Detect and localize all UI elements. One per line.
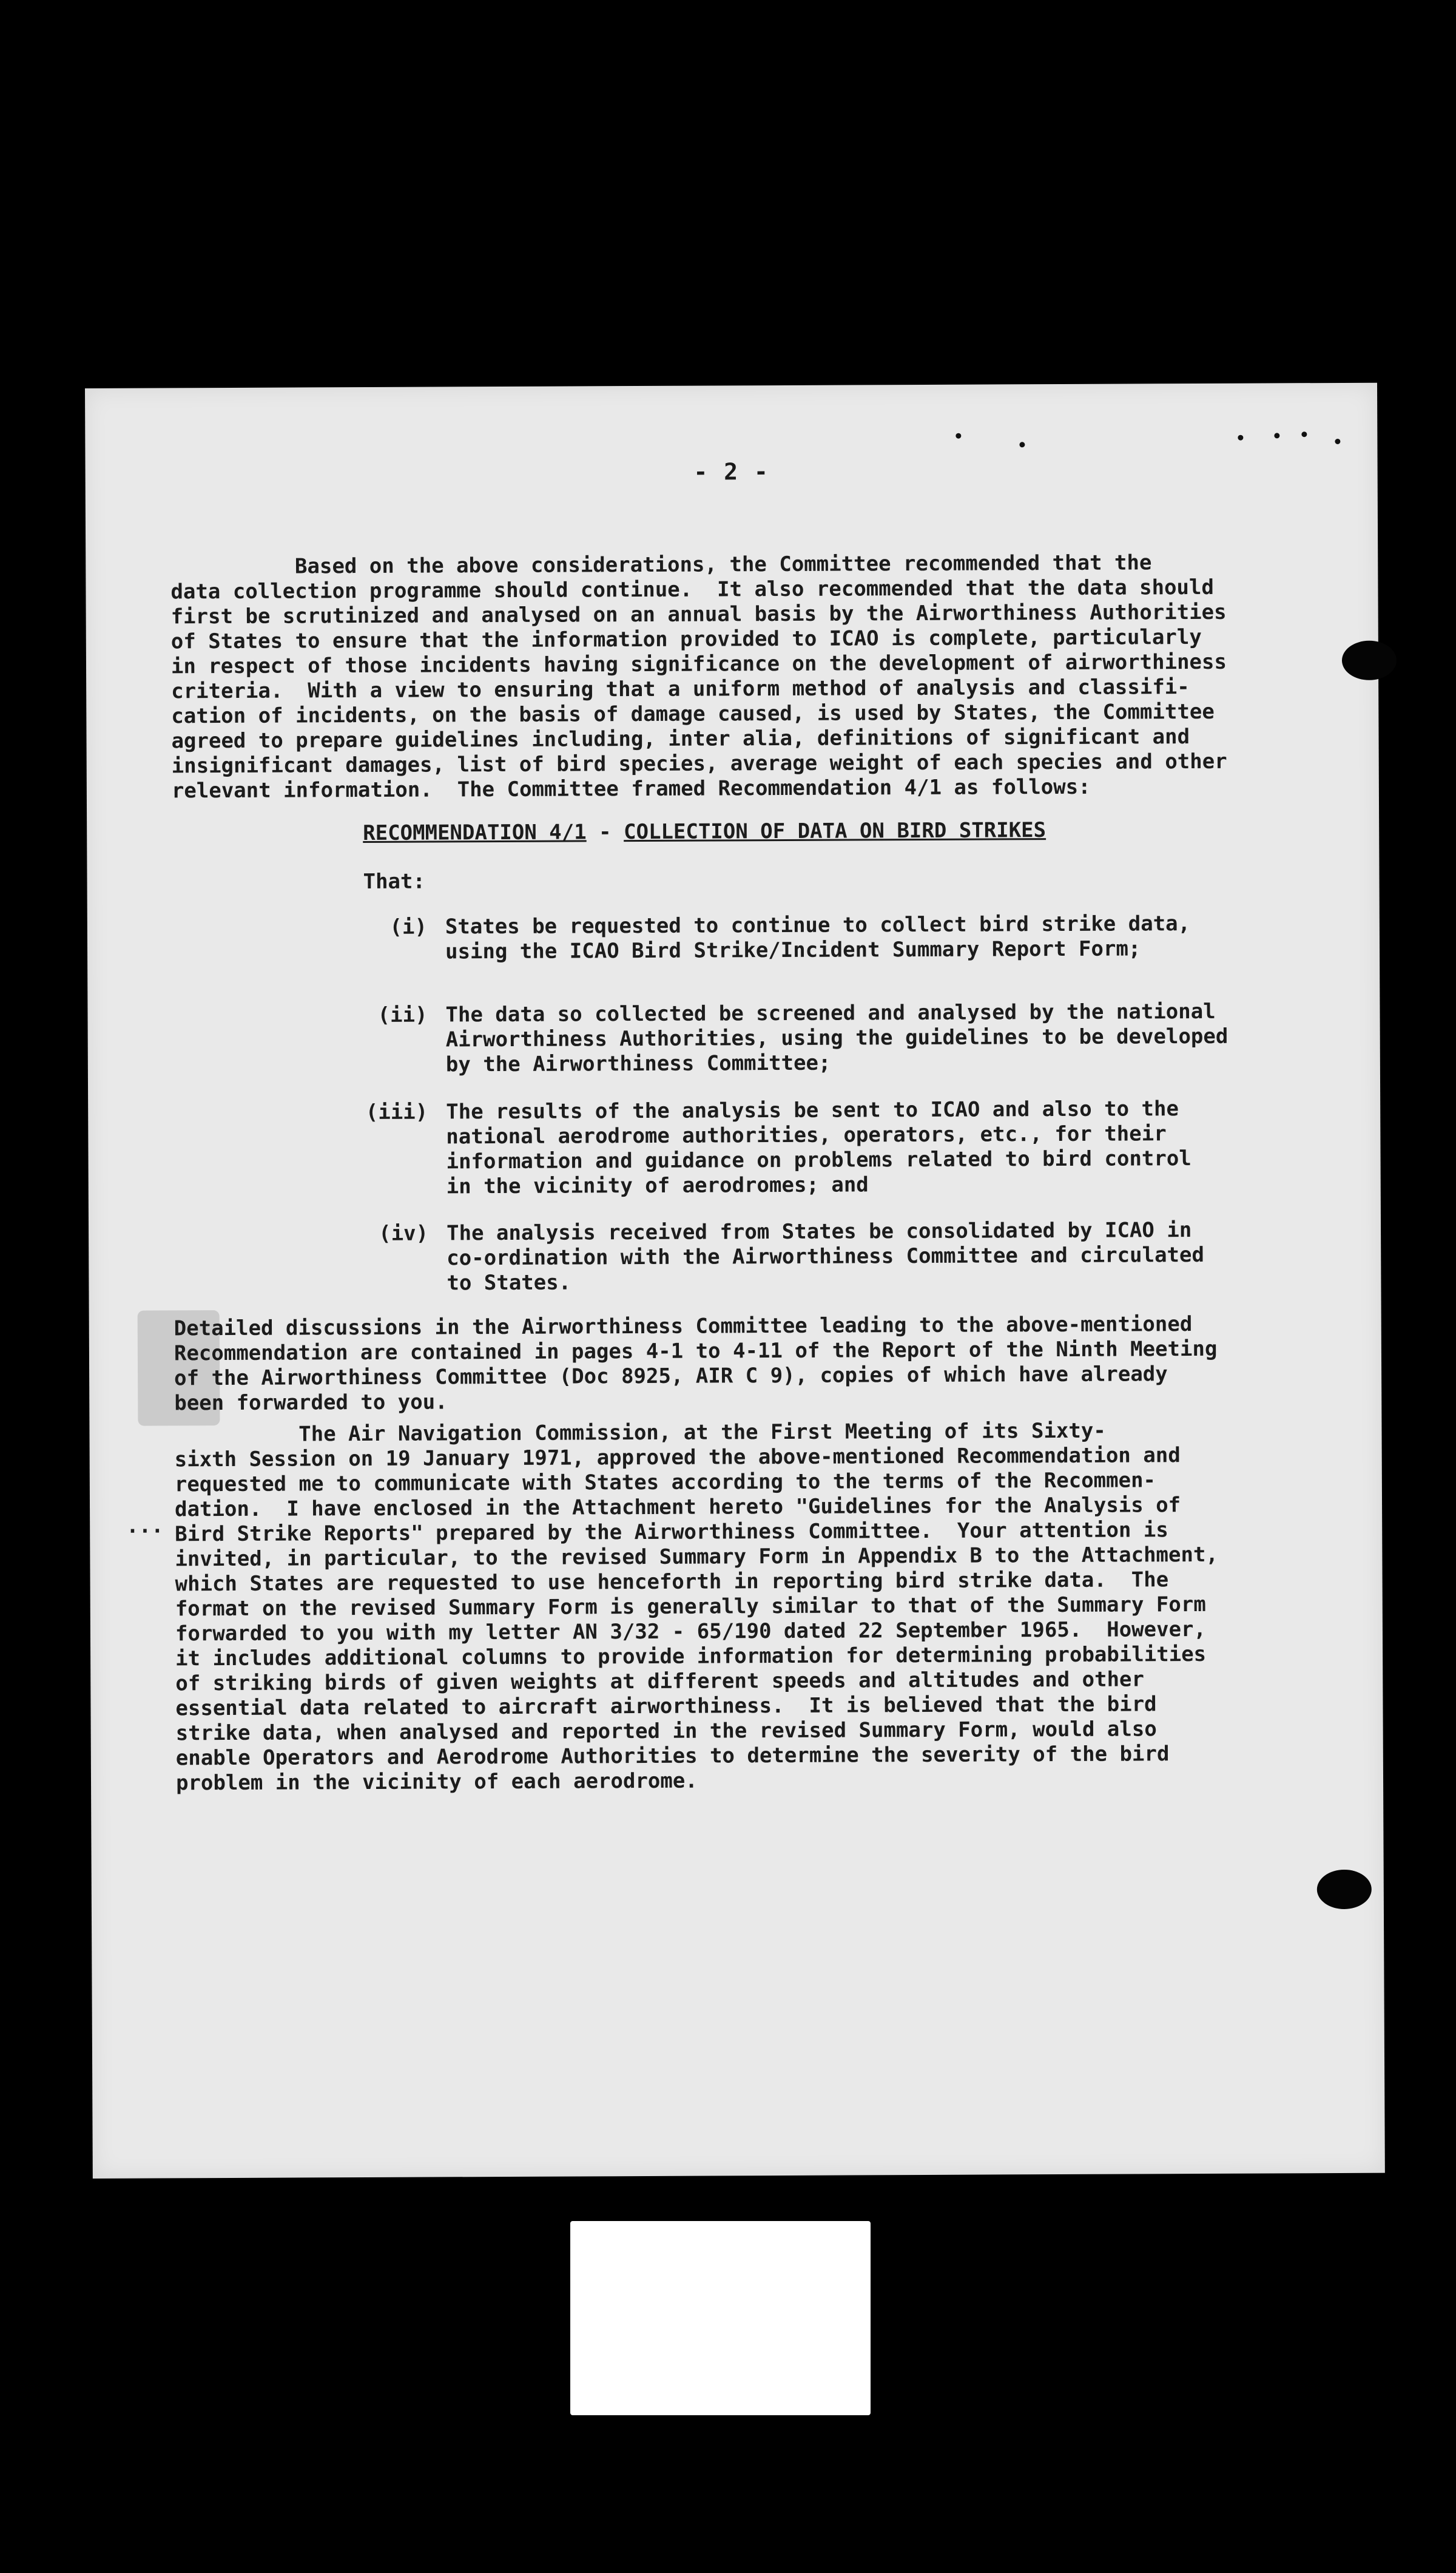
item-number: (ii) — [377, 1002, 428, 1027]
para1-line: cation of incidents, on the basis of damage caused, is used by States, the Committee — [171, 699, 1215, 729]
recommendation-preamble: That: — [363, 869, 425, 894]
blank-label-card — [570, 2221, 871, 2415]
recommendation-title: COLLECTION OF DATA ON BIRD STRIKES — [624, 818, 1046, 845]
para1-line: insignificant damages, list of bird species, average weight of each species and other — [171, 749, 1227, 779]
paragraph-commission: The Air Navigation Commission, at the First Meeting of its Sixty- sixth Session on 19 January 1971, approved the above-mentioned Recommendation and requested me to communicate with States according to the terms of the Recommen- dation. I have enclosed in the Attachment hereto "Guidelines for the Analysis of Bird Strike Reports" prepared by the Airworthiness Committee. Your attention is invited, in particular, to the revised Summary Form in Appendix B to the Attachment, which States are requested to use henceforth in reporting bird strike data. The format on the revised Summary Form is generally similar to that of the Summary Form forwarded to you with my letter AN 3/32 - 65/190 dated 22 September 1965. However, it includes additional columns to provide information for determining probabilities of striking birds of given weights at different speeds and altitudes and other essential data related to aircraft airworthiness. It is believed that the bird strike data, when analysed and reported in the revised Summary Form, would also enable Operators and Aerodrome Authorities to determine the severity of the bird problem in the vicinity of each aerodrome. — [174, 1418, 1218, 1796]
speck — [1019, 442, 1025, 447]
item-number: (iv) — [379, 1221, 429, 1246]
punch-hole — [1317, 1870, 1372, 1909]
para1-line: of States to ensure that the information provided to ICAO is complete, particularly — [170, 624, 1202, 654]
para1-line: criteria. With a view to ensuring that a uniform method of analysis and classifi- — [171, 675, 1190, 704]
recommendation-number: RECOMMENDATION 4/1 — [363, 820, 587, 846]
para1-line: data collection programme should continue. It also recommended that the data should — [170, 575, 1215, 604]
para1-line: in respect of those incidents having significance on the development of airworthiness — [170, 649, 1227, 679]
item-text: The analysis received from States be consolidated by ICAO in co-ordination with the Airworthiness Committee and circulated to States. — [446, 1218, 1204, 1296]
para1-line: first be scrutinized and analysed on an annual basis by the Airworthiness Authorities — [170, 600, 1227, 629]
margin-mark: ... — [126, 1513, 164, 1538]
page-number: - 2 - — [693, 458, 769, 485]
para1-line: Based on the above considerations, the Committee recommended that the — [170, 550, 1152, 580]
item-number: (i) — [389, 915, 427, 939]
heading-separator: - — [586, 820, 624, 845]
para1-line: agreed to prepare guidelines including, inter alia, definitions of significant and — [171, 725, 1190, 754]
paragraph-discussion: Detailed discussions in the Airworthiness Committee leading to the above-mentioned Recommendation are contained in pages 4-1 to 4-11 of the Report of the Ninth Meeting of the Airworthiness Committee (Doc 8925, AIR C 9), copies of which have already been forwarded to you. — [174, 1312, 1218, 1416]
document-page — [85, 383, 1385, 2179]
punch-hole — [1342, 641, 1397, 680]
item-number: (iii) — [365, 1100, 428, 1124]
paragraph-intro — [170, 550, 1336, 803]
item-text: The data so collected be screened and analysed by the national Airworthiness Authorities, using the guidelines to be developed by the Airworthiness Committee; — [445, 999, 1228, 1077]
speck — [1335, 439, 1340, 444]
item-text: The results of the analysis be sent to ICAO and also to the national aerodrome authorities, operators, etc., for their information and guidance on problems related to bird control in the vicinity of aerodromes; and — [446, 1097, 1191, 1199]
para1-line: relevant information. The Committee framed Recommendation 4/1 as follows: — [171, 774, 1091, 803]
speck — [1238, 435, 1243, 441]
speck — [956, 433, 961, 439]
speck — [1301, 431, 1307, 437]
speck — [1274, 433, 1279, 438]
recommendation-heading — [363, 818, 1046, 845]
item-text: States be requested to continue to collect bird strike data, using the ICAO Bird Strike/Incident Summary Report Form; — [445, 911, 1191, 964]
